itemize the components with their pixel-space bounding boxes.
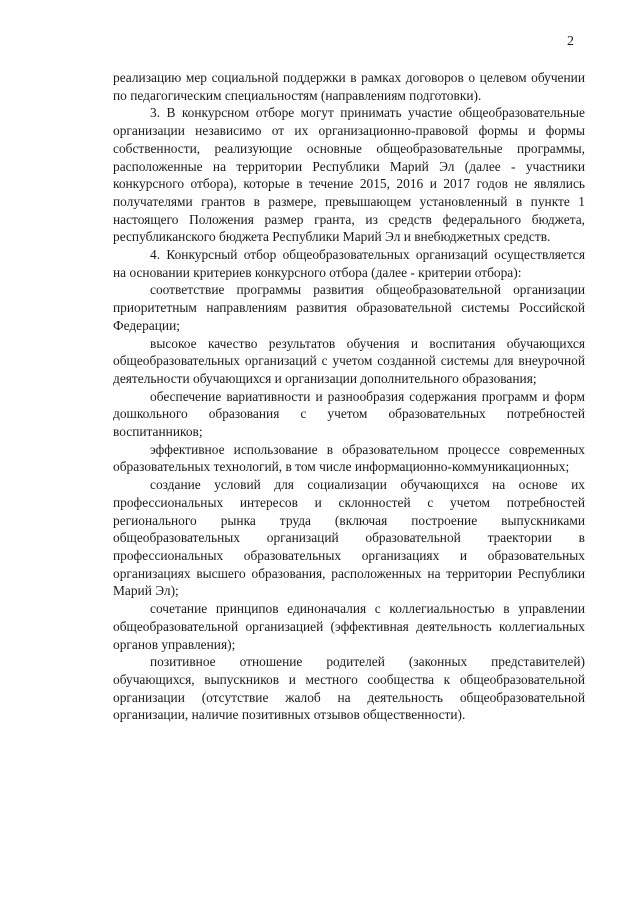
document-body [113,69,585,724]
criterion-variability: обеспечение вариативности и разнообразия содержания программ и форм дошкольного образования с учетом образовательных потребностей воспитанников; [113,388,585,440]
criterion-quality-results: высокое качество результатов обучения и воспитания обучающихся общеобразовательных организаций с учетом созданной системы для внеурочной деятельности обучающихся и организации дополнительного образования; [113,335,585,386]
paragraph-continuation: реализацию мер социальной поддержки в рамках договоров о целевом обучении по педагогическим специальностям (направлениям подготовки). [113,70,585,103]
criterion-technologies: эффективное использование в образовательном процессе современных образовательных технологий, в том числе информационно-коммуникационных; [113,441,585,475]
criterion-management: сочетание принципов единоначалия с коллегиальностью в управлении общеобразовательной организацией (эффективная деятельность коллегиальных органов управления); [113,601,585,652]
paragraph-item-4: 4. Конкурсный отбор общеобразовательных организаций осуществляется на основании критериев конкурсного отбора (далее - критерии отбора): [113,247,585,280]
criterion-public-attitude: позитивное отношение родителей (законных представителей) обучающихся, выпускников и местного сообщества к общеобразовательной организации (отсутствие жалоб на деятельность общеобразовательной организации, наличие позитивных отзывов общественности). [113,654,585,723]
page-number: 2 [567,34,574,49]
paragraph-item-3: 3. В конкурсном отборе могут принимать участие общеобразовательные организации независимо от их организационно-правовой формы и формы собственности, реализующие основные общеобразовательные программы, расположенные на территории Республики Марий Эл (далее - участники конкурсного отбора), которые в течение 2015, 2016 и 2017 годов не являлись получателями грантов в размере, превышающем установленный в пункте 1 настоящего Положения размер гранта, из средств федерального бюджета, республиканского бюджета Республики Марий Эл и внебюджетных средств. [113,105,585,245]
criterion-program-development: соответствие программы развития общеобразовательной организации приоритетным направлениям развития образовательной системы Российской Федерации; [113,282,585,333]
criterion-socialization: создание условий для социализации обучающихся на основе их профессиональных интересов и склонностей с учетом потребностей регионального рынка труда (включая построение выпускниками общеобразовательных организаций образовательной траектории в профессиональных образовательных организациях и образовательных организациях высшего образования, расположенных на территории Республики Марий Эл); [113,477,585,599]
